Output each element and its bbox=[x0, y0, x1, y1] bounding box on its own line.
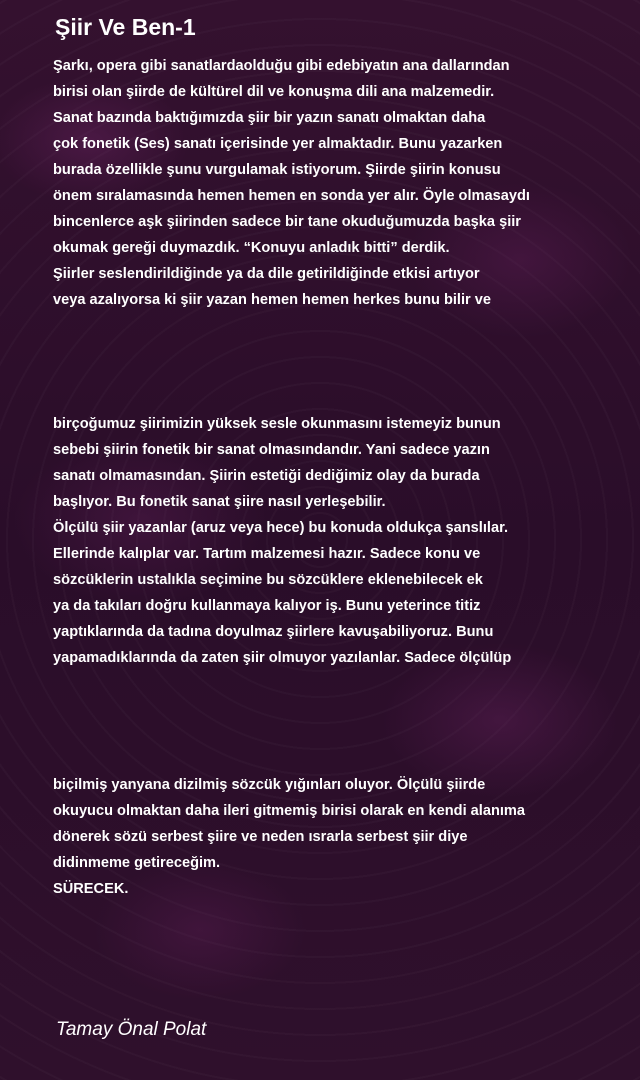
poem-line: Ölçülü şiir yazanlar (aruz veya hece) bu konuda oldukça şanslılar. bbox=[53, 520, 509, 536]
poem-line: çok fonetik (Ses) sanatı içerisinde yer almaktadır. Bunu yazarken bbox=[53, 136, 503, 152]
poem-line: biçilmiş yanyana dizilmiş sözcük yığınları oluyor. Ölçülü şiirde bbox=[53, 777, 486, 793]
poem-title: Şiir Ve Ben-1 bbox=[55, 14, 196, 40]
poem-line: Şiirler seslendirildiğinde ya da dile getirildiğinde etkisi artıyor bbox=[53, 266, 480, 282]
poem-line: önem sıralamasında hemen hemen en sonda yer alır. Öyle olmasaydı bbox=[53, 188, 530, 204]
poem-line: sözcüklerin ustalıkla seçimine bu sözcüklere eklenebilecek ek bbox=[53, 572, 483, 588]
poem-line: okuyucu olmaktan daha ileri gitmemiş birisi olarak en kendi alanıma bbox=[53, 803, 526, 819]
stanza-2 bbox=[53, 411, 613, 671]
poem-line: burada özellikle şunu vurgulamak istiyorum. Şiirde şiirin konusu bbox=[53, 162, 501, 178]
poem-line: didinmeme getireceğim. bbox=[53, 855, 221, 871]
poem-line: veya azalıyorsa ki şiir yazan hemen hemen herkes bunu bilir ve bbox=[53, 292, 492, 308]
poem-line: sanatı olmamasından. Şiirin estetiği dediğimiz olay da burada bbox=[53, 468, 480, 484]
poem-line: bincenlerce aşk şiirinden sadece bir tane okuduğumuzda başka şiir bbox=[53, 214, 521, 230]
poem-line: okumak gereği duymazdık. “Konuyu anladık bitti” derdik. bbox=[53, 240, 450, 256]
poem-author: Tamay Önal Polat bbox=[56, 1019, 207, 1040]
poem-line: ya da takıları doğru kullanmaya kalıyor iş. Bunu yeterince titiz bbox=[53, 598, 481, 614]
poem-line: Sanat bazında baktığımızda şiir bir yazın sanatı olmaktan daha bbox=[53, 110, 486, 126]
poem-line: Şarkı, opera gibi sanatlardaolduğu gibi edebiyatın ana dallarından bbox=[53, 58, 510, 74]
poem-line: yapamadıklarında da zaten şiir olmuyor yazılanlar. Sadece ölçülüp bbox=[53, 650, 512, 666]
poem-line: başlıyor. Bu fonetik sanat şiire nasıl yerleşebilir. bbox=[53, 494, 386, 510]
poem-line: dönerek sözü serbest şiire ve neden ısrarla serbest şiir diye bbox=[53, 829, 468, 845]
stanza-3 bbox=[53, 772, 613, 902]
poem-line: birçoğumuz şiirimizin yüksek sesle okunmasını istemeyiz bunun bbox=[53, 416, 501, 432]
poem-line: sebebi şiirin fonetik bir sanat olmasındandır. Yani sadece yazın bbox=[53, 442, 490, 458]
poem-line: Ellerinde kalıplar var. Tartım malzemesi hazır. Sadece konu ve bbox=[53, 546, 481, 562]
poem-line: yaptıklarında da tadına doyulmaz şiirlere kavuşabiliyoruz. Bunu bbox=[53, 624, 494, 640]
stanza-1 bbox=[53, 53, 613, 313]
poem-line: SÜRECEK. bbox=[53, 881, 129, 897]
poem-line: birisi olan şiirde de kültürel dil ve konuşma dili ana malzemedir. bbox=[53, 84, 495, 100]
